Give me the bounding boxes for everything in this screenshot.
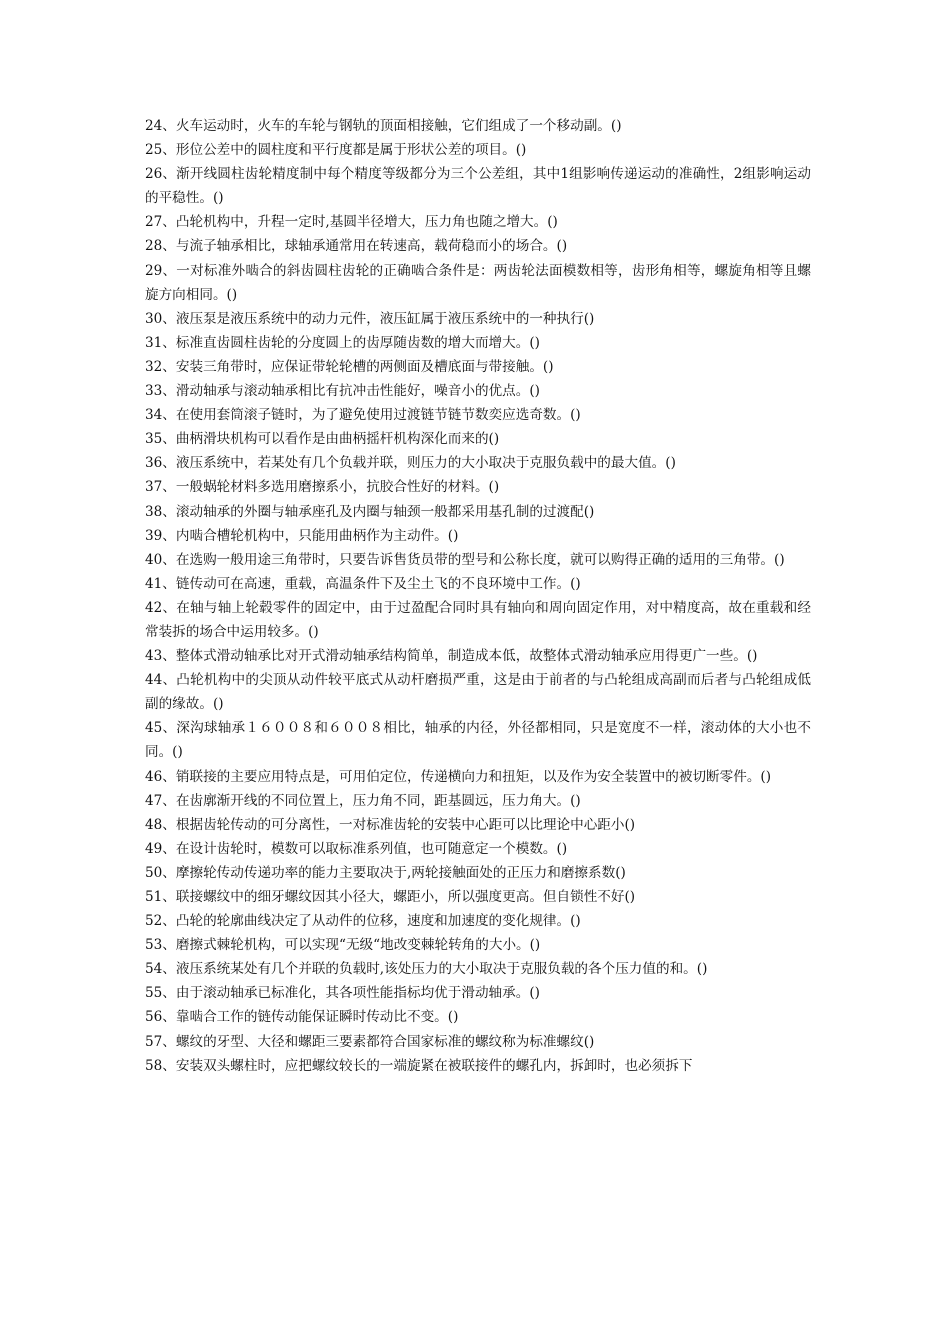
question-40: 40、在选购一般用途三角带时，只要告诉售货员带的型号和公称长度，就可以购得正确的适用的三角带。()	[145, 551, 785, 568]
question-32: 32、安装三角带时，应保证带轮轮槽的两侧面及槽底面与带接触。()	[145, 358, 554, 375]
question-41: 41、链传动可在高速，重载，高温条件下及尘土飞的不良环境中工作。()	[145, 575, 581, 592]
question-58: 58、安装双头螺柱时，应把螺纹较长的一端旋紧在被联接件的螺孔内，拆卸时，也必须拆下	[145, 1057, 693, 1074]
question-37: 37、一般蜗轮材料多选用磨擦系小，抗胶合性好的材料。()	[145, 479, 500, 496]
question-38: 38、滚动轴承的外圈与轴承座孔及内圈与轴颈一般都采用基孔制的过渡配()	[145, 503, 595, 520]
question-25: 25、形位公差中的圆柱度和平行度都是属于形状公差的项目。()	[145, 142, 527, 159]
question-31: 31、标准直齿圆柱齿轮的分度圆上的齿厚随齿数的增大而增大。()	[145, 334, 540, 351]
question-36: 36、液压系统中，若某处有几个负载并联，则压力的大小取决于克服负载中的最大值。()	[145, 455, 676, 472]
question-50: 50、摩擦轮传动传递功率的能力主要取决于,两轮接触面处的正压力和磨擦系数()	[145, 864, 626, 881]
question-45: 45、深沟球轴承１６００８和６００８相比，轴承的内径，外径都相同，只是宽度不一样，滚动体的大小也不同。()	[145, 720, 811, 761]
question-list	[145, 114, 811, 1078]
question-26: 26、渐开线圆柱齿轮精度制中每个精度等级都分为三个公差组，其中1组影响传递运动的准确性，2组影响运动的平稳性。()	[145, 166, 811, 207]
question-43: 43、整体式滑动轴承比对开式滑动轴承结构简单，制造成本低，故整体式滑动轴承应用得更广一些。()	[145, 648, 758, 665]
question-29: 29、一对标准外啮合的斜齿圆柱齿轮的正确啮合条件是：两齿轮法面模数相等，齿形角相等，螺旋角相等且螺旋方向相同。()	[145, 262, 811, 303]
question-47: 47、在齿廓渐开线的不同位置上，压力角不同，距基圆远，压力角大。()	[145, 792, 581, 809]
question-56: 56、靠啮合工作的链传动能保证瞬时传动比不变。()	[145, 1009, 459, 1026]
question-49: 49、在设计齿轮时，模数可以取标准系列值，也可随意定一个模数。()	[145, 840, 568, 857]
question-48: 48、根据齿轮传动的可分离性，一对标准齿轮的安装中心距可以比理论中心距小()	[145, 816, 636, 833]
question-34: 34、在使用套筒滚子链时，为了避免使用过渡链节链节数奕应选奇数。()	[145, 407, 581, 424]
question-39: 39、内啮合槽轮机构中，只能用曲柄作为主动件。()	[145, 527, 459, 544]
question-55: 55、由于滚动轴承已标准化，其各项性能指标均优于滑动轴承。()	[145, 985, 540, 1002]
question-28: 28、与流子轴承相比，球轴承通常用在转速高，载荷稳而小的场合。()	[145, 238, 568, 255]
question-57: 57、螺纹的牙型、大径和螺距三要素都符合国家标准的螺纹称为标准螺纹()	[145, 1033, 595, 1050]
question-53: 53、磨擦式棘轮机构，可以实现“无级“地改变棘轮转角的大小。()	[145, 937, 541, 954]
question-35: 35、曲柄滑块机构可以看作是由曲柄摇杆机构深化而来的()	[145, 431, 500, 448]
question-27: 27、凸轮机构中，升程一定时,基圆半径增大，压力角也随之增大。()	[145, 214, 558, 231]
question-44: 44、凸轮机构中的尖顶从动件较平底式从动杆磨损严重，这是由于前者的与凸轮组成高副而后者与凸轮组成低副的缘故。()	[145, 672, 811, 713]
question-33: 33、滑动轴承与滚动轴承相比有抗冲击性能好，噪音小的优点。()	[145, 383, 540, 400]
question-46: 46、销联接的主要应用特点是，可用伯定位，传递横向力和扭矩，以及作为安全装置中的被切断零件。()	[145, 768, 772, 785]
question-42: 42、在轴与轴上轮毂零件的固定中，由于过盈配合同时具有轴向和周向固定作用，对中精度高，故在重载和经常装拆的场合中运用较多。()	[145, 599, 811, 640]
question-54: 54、液压系统某处有几个并联的负载时,该处压力的大小取决于克服负载的各个压力值的和。()	[145, 961, 708, 978]
question-30: 30、液压泵是液压系统中的动力元件，液压缸属于液压系统中的一种执行()	[145, 310, 595, 327]
question-51: 51、联接螺纹中的细牙螺纹因其小径大，螺距小，所以强度更高。但自锁性不好()	[145, 889, 636, 905]
question-24: 24、火车运动时，火车的车轮与钢轨的顶面相接触，它们组成了一个移动副。()	[145, 118, 622, 134]
question-52: 52、凸轮的轮廓曲线决定了从动件的位移，速度和加速度的变化规律。()	[145, 913, 581, 930]
